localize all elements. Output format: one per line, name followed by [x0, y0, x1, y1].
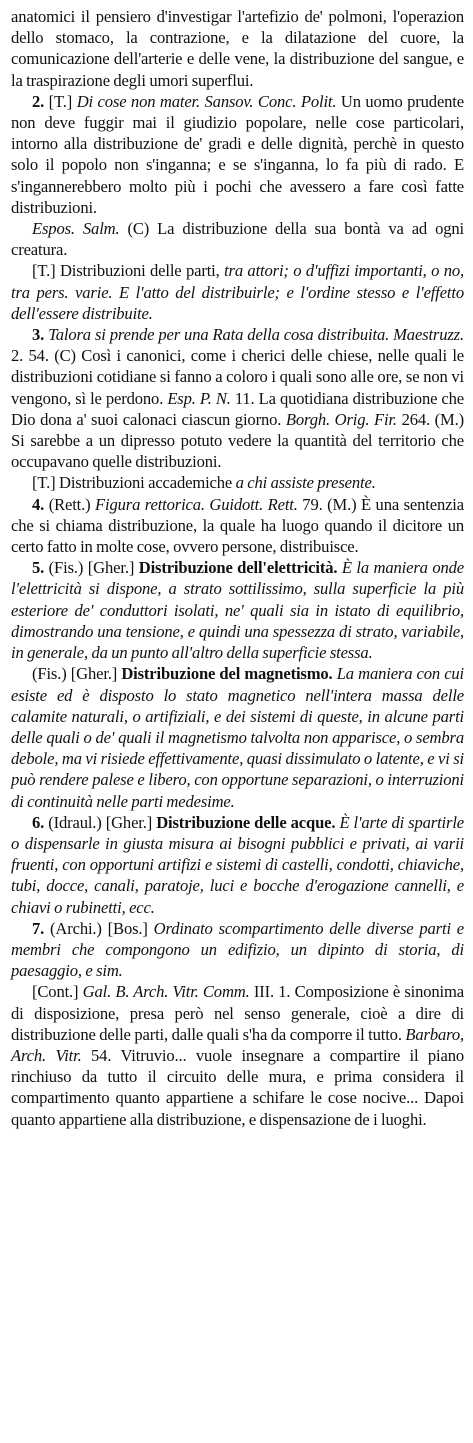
- text-run: (Archi.) [Bos.]: [50, 918, 154, 938]
- italic-text-run: La maniera con cui esiste ed è disposto lo stato magnetico nell'intera massa delle calamite naturali, o artifiziali, e dei sistemi di queste, in alcune parti delle quali o de' quali il magnetismo talvolta non apparisce, o sembra debole, ma vi risiede effettivamente, quasi dissimulato o latente, e vi si può rendere palese e libero, con opportune separazioni, o interruzioni di continuità nelle parti medesime.: [11, 664, 465, 811]
- sense-2-paragraph: [11, 91, 464, 218]
- bold-text-run: 5.: [32, 558, 49, 578]
- citation-espos-salm: [11, 218, 464, 260]
- bold-text-run: Distribuzione dell'elettricità.: [138, 558, 338, 578]
- text-run: 264. (M.) Si sarebbe a un dipresso potuto vedere la quantità del territorio che occupavano quelle distribuzioni.: [11, 409, 465, 472]
- italic-text-run: È la maniera onde l'elettricità si dispone, a strato sottilissimo, sulla superficie la più esteriore de' conduttori isolati, ne' quali sia in istato di equilibrio, dimostrando una tensione, e quindi una spessezza di strato, variabile, in generale, da un punto all'altro della superficie stessa.: [11, 558, 464, 663]
- italic-text-run: Espos. Salm.: [32, 219, 120, 239]
- italic-text-run: Talora si prende per una Rata della cosa distribuita. Maestruzz.: [48, 325, 464, 345]
- citation-gal-arch-vitr: [11, 981, 464, 1129]
- italic-text-run: Gal. B. Arch. Vitr. Comm.: [82, 982, 250, 1002]
- text-run: anatomici il pensiero d'investigar l'artefizio de' polmoni, l'operazion dello stomaco, la contrazione, e la dilatazione del cuore, la comunicazione dell'arterie e delle vene, la distribuzione del sangue, e la traspirazione degli umori superflui.: [11, 7, 464, 90]
- note-distribuzioni-accademiche: [11, 472, 464, 493]
- italic-text-run: Figura rettorica. Guidott. Rett.: [95, 494, 298, 514]
- text-run: 11. La quotidiana distribuzione che Dio dona a' suoi calonaci ciascun giorno.: [11, 388, 464, 429]
- sense-3-paragraph: [11, 324, 464, 472]
- text-run: [T.] Distribuzioni accademiche: [32, 473, 236, 493]
- bold-text-run: 3.: [32, 325, 49, 345]
- italic-text-run: Barbaro, Arch. Vitr.: [11, 1024, 464, 1065]
- bold-text-run: 6.: [32, 812, 49, 832]
- sense-4-paragraph: [11, 494, 464, 558]
- text-run: (Idraul.) [Gher.]: [48, 812, 157, 832]
- bold-text-run: 7.: [32, 918, 51, 938]
- bold-text-run: 2.: [32, 91, 49, 111]
- italic-text-run: È l'arte di spartirle o dispensarle in giusta misura ai bisogni pubblici e privati, ai varii fruenti, con opportuni artifizi e sistemi di castelli, condotti, chiaviche, tubi, docce, canali, paratoje, luci e bocche d'erogazione cannelli, e chiavi o rubinetti, ecc.: [11, 812, 464, 917]
- text-run: [T.]: [48, 91, 77, 111]
- text-run: III. 1. Composizione è sinonima di disposizione, presa però nel senso generale, cioè a dire di distribuzione delle parti, dalle quali s'ha da comporre il tutto.: [11, 982, 464, 1044]
- text-run: (C) La distribuzione della sua bontà va ad ogni creatura.: [11, 219, 464, 260]
- italic-text-run: Ordinato scompartimento delle diverse parti e membri che compongono un edifizio, un dipinto di storia, di paesaggio, e sim.: [11, 918, 464, 981]
- text-run: Un uomo prudente non deve fuggir mai il giudizio popolare, nelle cose particolari, intorno alla distribuzione de' gradi e delle dignità, perchè in questo solo il popolo non s'inganna; e se s'inganna, lo fa più di rado. E s'ingannerebbero molto più i pochi che avessero a fare così fatte distribuzioni.: [11, 91, 464, 217]
- text-run: 2. 54. (C) Così i canonici, come i cherici delle chiese, nelle quali le distribuzioni cotidiane si fanno a coloro i quali sono alle ore, se non vi vengono, sì le perdono.: [11, 346, 464, 408]
- text-run: (Fis.) [Gher.]: [32, 664, 122, 684]
- italic-text-run: a chi assiste presente.: [235, 473, 376, 493]
- italic-text-run: Di cose non mater. Sansov. Conc. Polit.: [76, 91, 337, 111]
- text-run: 79. (M.) È una sentenzia che si chiama distribuzione, la quale ha luogo quando il dicitore un certo fatto in molte cose, ovvero persone, distribuisce.: [11, 494, 464, 557]
- bold-text-run: 4.: [32, 494, 49, 514]
- sense-6-acque: [11, 812, 464, 918]
- bold-text-run: Distribuzione delle acque.: [156, 812, 336, 832]
- italic-text-run: Borgh. Orig. Fir.: [285, 409, 397, 429]
- italic-text-run: Esp. P. N.: [167, 388, 231, 408]
- sense-7-architettura: [11, 918, 464, 982]
- text-run: (Fis.) [Gher.]: [48, 558, 139, 578]
- sense-5-magnetismo: [11, 663, 464, 811]
- note-distribuzioni-parti: [11, 260, 464, 324]
- sense-5-elettricita: [11, 557, 464, 663]
- bold-text-run: Distribuzione del magnetismo.: [121, 664, 333, 684]
- paragraph-anatomici: [11, 6, 464, 91]
- italic-text-run: tra attori; o d'uffizi importanti, o no, tra pers. varie. E l'atto del distribuirle; e l'ordine stesso e l'effetto dell'essere distribuite.: [11, 261, 464, 323]
- text-run: (Rett.): [48, 494, 96, 514]
- text-run: 54. Vitruvio... vuole insegnare a compartire il piano rinchiuso da tutto il circuito delle mura, e prima considera il compartimento quanto appartiene a schifare le cose nocive... Dapoi quanto appartiene alla distribuzione, e dispensazione de i luoghi.: [11, 1045, 464, 1129]
- text-run: [Cont.]: [32, 982, 83, 1002]
- text-run: [T.] Distribuzioni delle parti,: [32, 261, 225, 281]
